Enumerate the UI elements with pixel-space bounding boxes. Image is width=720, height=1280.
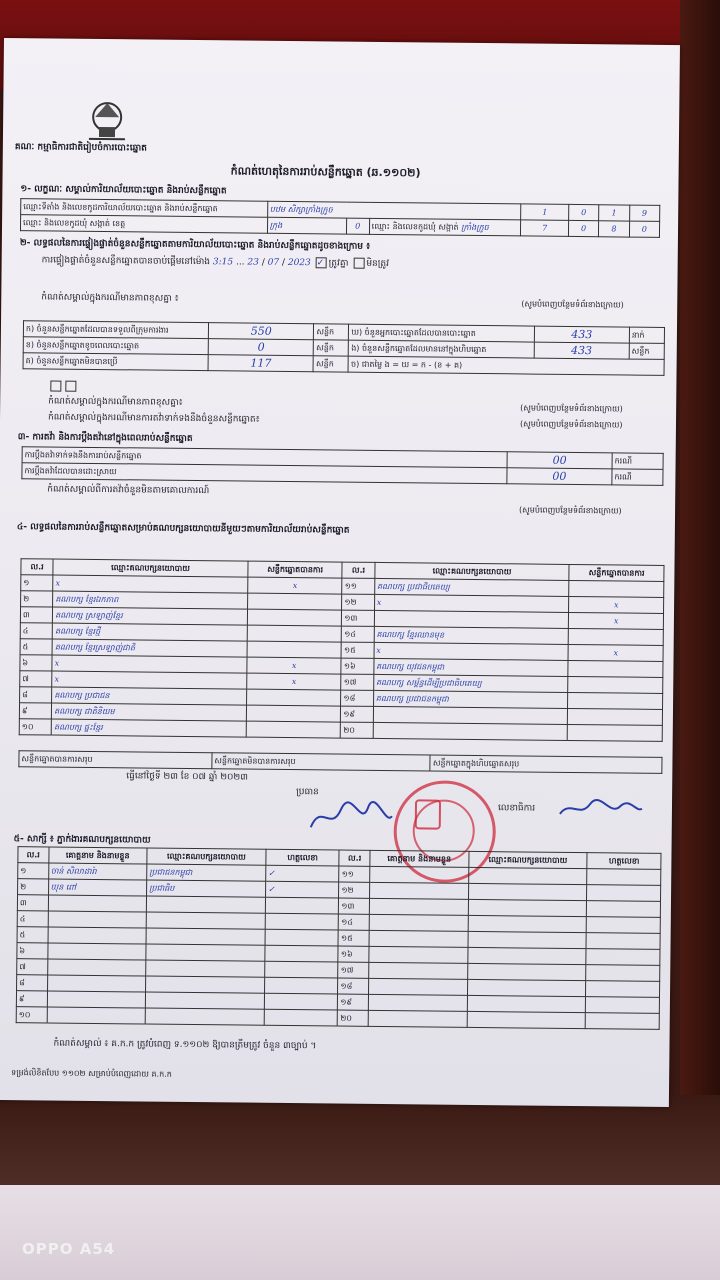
witness-party: [146, 928, 265, 945]
row-number: ៨: [20, 687, 52, 703]
mismatch-checkbox[interactable]: [353, 258, 364, 269]
party-name: គណបក្ស ខ្មែរស្រឡាញ់ជាតិ: [52, 639, 247, 657]
secretary-signature: [556, 796, 646, 823]
witness-name: [369, 946, 468, 963]
valid-votes: [568, 660, 663, 677]
results-table: ល.រ ឈ្មោះគណបក្សនយោបាយ សន្លឹកឆ្នោតបានការ ល.រ ឈ្មោះគណបក្សនយោបាយ សន្លឹកឆ្នោតបានការ ១ x x ១១ គណបក្ស ប្រជាធិបតេយ្យ ២ គណបក្ស ខ្មែរឯកភាព ១២ x x ៣ គណបក្ស ស្រឡាញ់ខ្មែរ ១៣ x ៤ គណបក្ស ខ្មែរថ្មី ១៤ គណបក្ស ខ្មែរឈានមុខ ៥ គណបក្ស ខ្មែរស្រឡាញ់ជាតិ ១៥ x x ៦ x x ១៦ គណបក្ស យុវជនកម្ពុជា ៧ x x ១៧ គណបក្ស សម្ព័ន្ធដើម្បីប្រជាធិបតេយ្យ ៨ គណបក្ស ប្រជាជន ១៨ គណបក្ស ប្រជាជនកម្ពុជា ៩ គណបក្ស ជាតិនិយម ១៩ ១០ គណបក្ស ផ្ទះខ្មែរ ២០: [19, 558, 665, 742]
row-number: ៦: [17, 943, 48, 959]
witness-party: [146, 944, 265, 961]
valid-votes: [569, 580, 664, 597]
section2-title: ២- លទ្ធផលនៃការផ្ទៀងផ្ទាត់ចំនួនសន្លឹកឆ្នោតតាមការិយាល័យបោះឆ្នោត និងរាប់សន្លឹកឆ្នោតដូចខាងក្រោម ៖: [19, 238, 371, 252]
witness-signature: [265, 929, 339, 946]
witness-signature: [587, 869, 661, 886]
party-name: គណបក្ស ខ្មែរឯកភាព: [53, 591, 248, 609]
count-table: [23, 320, 665, 376]
witness-signature: [264, 1009, 338, 1026]
witness-party: [468, 931, 587, 948]
location-label: ឈ្មោះទីតាំង និងលេខកូដការិយាល័យបោះឆ្នោត និងរាប់សន្លឹកឆ្នោត: [21, 199, 268, 218]
note-1: កំណត់សម្គាល់ក្នុងករណីមានភាពខុសគ្នា៖: [48, 396, 183, 408]
witness-signature: [265, 961, 339, 978]
valid-votes: [247, 625, 342, 642]
witness-signature: [264, 993, 338, 1010]
row-number: ១៨: [338, 978, 369, 994]
witness-party: [145, 1008, 264, 1025]
party-name: គណបក្ស ប្រជាធិបតេយ្យ: [374, 578, 569, 596]
row-number: ១៥: [338, 930, 369, 946]
row-number: ៧: [20, 671, 52, 687]
party-name: គណបក្ស ខ្មែរថ្មី: [52, 623, 247, 641]
valid-votes: [568, 724, 663, 741]
camera-watermark: OPPO A54: [22, 1240, 116, 1258]
row-number: ២០: [341, 722, 373, 738]
row-number: ១៥: [341, 642, 373, 658]
party-name: គណបក្ស ស្រឡាញ់ខ្មែរ: [53, 607, 248, 625]
witness-name: [47, 1007, 146, 1024]
witness-signature: [586, 933, 660, 950]
authority-name: គណៈ កម្មាធិការជាតិរៀបចំការបោះឆ្នោត: [14, 142, 147, 154]
complaints-count: 00: [507, 452, 612, 469]
section5-title: ៥- សាក្សី ៖ ភ្នាក់ងារគណបក្សនយោបាយ: [13, 834, 151, 846]
row-number: ២០: [338, 1010, 369, 1026]
witness-table: ល.រ គោត្តនាម និងនាមខ្លួន ឈ្មោះគណបក្សនយោបាយ ហត្ថលេខា ល.រ គោត្តនាម និងនាមខ្លួន ឈ្មោះគណបក្សនយោបាយ ហត្ថលេខា ១ ចាន់ សិលាដារ៉ា ប្រជាជនកម្ពុជា ✓ ១១ ២ ឃុន ពៅ ប្រជាធិប ✓ ១២ ៣ ១៣ ៤ ១៤ ៥ ១៥ ៦ ១៦ ៧ ១៧ ៨ ១៨ ៩ ១៩ ១០ ២០: [16, 846, 662, 1030]
valid-votes: x: [569, 596, 664, 613]
witness-party: ប្រជាធិប: [147, 880, 266, 897]
party-name: [373, 722, 568, 740]
count-row-a: ក) ចំនួនសន្លឹកឆ្នោតដែលបានទទួលពីក្រុមការងារ 550 សន្លឹក ឃ) ចំនួនអ្នកបោះឆ្នោតដែលបានបោះឆ្នោត 433 នាក់: [23, 321, 664, 344]
witness-party: ប្រជាជនកម្ពុជា: [147, 864, 266, 881]
witness-signature: [586, 997, 660, 1014]
row-number: ១៨: [341, 690, 373, 706]
witness-party: [467, 979, 586, 996]
row-number: ៩: [16, 991, 47, 1007]
row-number: ១: [21, 575, 53, 591]
valid-votes: [246, 721, 341, 738]
witness-signature: [265, 913, 339, 930]
row-number: ១៣: [342, 610, 374, 626]
witness-name: [48, 927, 147, 944]
note-2: កំណត់សម្គាល់ក្នុងករណីមានការតវ៉ាទាក់ទងនឹងចំនួនសន្លឹកឆ្នោត៖: [47, 412, 260, 425]
section5-note: កំណត់សម្គាល់ ៖ គ.ក.ក ត្រូវបំពេញ ទ.១១០២ ឱ្យបានត្រឹមត្រូវ ចំនួន ៣ច្បាប់ ។: [53, 1038, 317, 1052]
witness-name: [370, 882, 469, 899]
emblem-icon: [85, 97, 129, 143]
document-sheet: [0, 38, 680, 1107]
valid-votes: x: [248, 577, 343, 594]
location-value: បឋម សិក្សាក្រាំងក្រូច: [267, 201, 521, 220]
section4-title: ៤- លទ្ធផលនៃការរាប់សន្លឹកឆ្នោតសម្រាប់គណបក្សនយោបាយនីមួយៗតាមការិយាល័យរាប់សន្លឹកឆ្នោត: [16, 522, 350, 536]
commune-label: ឈ្មោះ និងលេខកូដឃុំ សង្កាត់: [371, 221, 459, 232]
resolved-count: 00: [507, 468, 612, 485]
checkbox-a[interactable]: [50, 381, 61, 392]
row-number: ១២: [339, 882, 370, 898]
row-number: ១៩: [341, 706, 373, 722]
president-label: ប្រធាន: [296, 787, 319, 798]
witness-name: [47, 991, 146, 1008]
row-number: ៧: [17, 959, 48, 975]
witness-name: [369, 962, 468, 979]
witness-party: [146, 912, 265, 929]
checkbox-b[interactable]: [65, 381, 76, 392]
count-row-c: គ) ចំនួនសន្លឹកឆ្នោតមិនបានប្រើ 117 សន្លឹក ច) ជាតម្លៃ ង = ឃ = ក - (ខ + គ): [23, 353, 664, 376]
row-number: ១០: [16, 1007, 47, 1023]
witness-name: [47, 943, 146, 960]
mismatch-line: [48, 380, 648, 397]
valid-votes: [568, 708, 663, 725]
row-number: ៣: [17, 895, 48, 911]
witness-name: [47, 975, 146, 992]
valid-votes: [569, 628, 664, 645]
party-name: គណបក្ស ប្រជាជន: [52, 687, 247, 705]
row-number: ១២: [342, 594, 374, 610]
witness-party: [468, 883, 587, 900]
party-name: គណបក្ស ខ្មែរឈានមុខ: [374, 626, 569, 644]
totals-row: សន្លឹកឆ្នោតបានការសរុប សន្លឹកឆ្នោតមិនបានការសរុប សន្លឹកឆ្នោតក្នុងហិបឆ្នោតសរុប: [18, 750, 662, 774]
row-number: ៤: [20, 623, 52, 639]
row-number: ៨: [17, 975, 48, 991]
fill-back-note-3: (សូមបំពេញបន្ថែមទំព័រខាងក្រោយ): [519, 419, 623, 430]
witness-signature: [265, 945, 339, 962]
witness-party: [468, 867, 587, 884]
row-number: ១១: [342, 578, 374, 594]
time-value: 3:15: [212, 257, 234, 268]
witness-name: [370, 866, 469, 883]
second-paper-edge: [0, 1185, 720, 1280]
fill-back-note-2: (សូមបំពេញបន្ថែមទំព័រខាងក្រោយ): [520, 403, 623, 414]
complaints-table: ការប្តឹងតវ៉ាទាក់ទងនឹងការរាប់សន្លឹកឆ្នោត 00 ករណី ការប្តឹងតវ៉ាដែលបានដោះស្រាយ 00 ករណី: [21, 446, 663, 486]
witness-name: [369, 898, 468, 915]
witness-name: [48, 895, 147, 912]
valid-votes: [568, 692, 663, 709]
section1-table: ឈ្មោះទីតាំង និងលេខកូដការិយាល័យបោះឆ្នោត និងរាប់សន្លឹកឆ្នោត បឋម សិក្សាក្រាំងក្រូច 1 0 1 9 ឈ្មោះ និងលេខកូដឃុំ សង្កាត់ ខេត្ត ក្រុង 0 ឈ្មោះ និងលេខកូដឃុំ សង្កាត់ ក្រាំងក្រូច 7 0 8 0: [20, 198, 660, 238]
row-number: ១៦: [338, 946, 369, 962]
party-name: គណបក្ស ប្រជាជនកម្ពុជា: [373, 690, 568, 708]
count-row-b: ខ) ចំនួនសន្លឹកឆ្នោតខូចពេលបោះឆ្នោត 0 សន្លឹក ង) ចំនួនសន្លឹកឆ្នោតដែលមាននៅក្នុងហិបឆ្នោត 433 សន្លឹក: [23, 337, 664, 360]
witness-party: [468, 915, 587, 932]
valid-votes: x: [247, 673, 342, 690]
section3-note: កំណត់សម្គាល់ពីការតវ៉ាចំនួនមិនតាមគោលការណ៍: [47, 484, 210, 497]
witness-signature: [586, 965, 660, 982]
valid-votes: x: [247, 657, 342, 674]
date-line: ធ្វើនៅថ្ងៃទី ២៣ ខែ ០៧ ឆ្នាំ ២០២៣: [126, 771, 248, 783]
row-number: ៦: [20, 655, 52, 671]
witness-party: [145, 992, 264, 1009]
row-number: ៥: [20, 639, 52, 655]
witness-name: [368, 1010, 467, 1027]
fill-back-note-1: (សូមបំពេញបន្ថែមទំព័រខាងក្រោយ): [521, 299, 624, 310]
background-right-edge: [680, 0, 720, 1100]
row-number: ១៦: [341, 658, 373, 674]
witness-signature: [265, 897, 339, 914]
witness-party: [146, 976, 265, 993]
row-number: ១០: [19, 719, 51, 735]
witness-name: [369, 930, 468, 947]
row-number: ១១: [339, 866, 370, 882]
valid-votes: x: [569, 612, 664, 629]
witness-party: [146, 896, 265, 913]
row-number: ២: [21, 591, 53, 607]
section3-title: ៣- ការតវ៉ា និងការប្តឹងតវ៉ានៅក្នុងពេលរាប់សន្លឹកឆ្នោត: [17, 432, 193, 444]
witness-signature: [264, 977, 338, 994]
witness-party: [467, 995, 586, 1012]
fill-back-note-4: (សូមបំពេញបន្ថែមទំព័រខាងក្រោយ): [519, 505, 622, 516]
witness-party: [468, 899, 587, 916]
witness-signature: ✓: [265, 881, 339, 898]
party-name: គណបក្ស យុវជនកម្ពុជា: [374, 658, 569, 676]
party-name: គណបក្ស ផ្ទះខ្មែរ: [51, 719, 246, 737]
row-number: ១៧: [341, 674, 373, 690]
witness-name: [369, 978, 468, 995]
district-label: ឈ្មោះ និងលេខកូដឃុំ សង្កាត់ ខេត្ត: [20, 215, 267, 234]
party-name: x: [374, 642, 569, 660]
witness-name: [48, 911, 147, 928]
row-number: ១៤: [342, 626, 374, 642]
row-number: ១៤: [339, 914, 370, 930]
commune-value: ក្រាំងក្រូច: [461, 222, 489, 232]
party-name: x: [374, 594, 569, 612]
witness-signature: [587, 901, 661, 918]
witness-signature: ✓: [266, 865, 340, 882]
party-name: គណបក្ស ជាតិនិយម: [52, 703, 247, 721]
witness-signature: [587, 917, 661, 934]
row-number: ១: [18, 863, 49, 879]
party-name: x: [52, 655, 247, 673]
party-name: x: [53, 575, 248, 593]
row-number: ៥: [17, 927, 48, 943]
row-number: ៩: [19, 703, 51, 719]
witness-party: [467, 963, 586, 980]
party-name: x: [52, 671, 247, 689]
valid-votes: [247, 609, 342, 626]
form-title: កំណត់ហេតុនៃការរាប់សន្លឹកឆ្នោត (ឆ.១១០២): [230, 164, 421, 180]
witness-name: [369, 914, 468, 931]
time-line: ការផ្ទៀងផ្ទាត់ចំនួនសន្លឹកឆ្នោតបានចាប់ផ្តើមនៅម៉ោង 3:15 ... 23 / 07 / 2023 ✓ ត្រូវគ្នា មិនត្រូវ: [41, 255, 390, 270]
row-number: ២: [18, 879, 49, 895]
row-number: ១៣: [339, 898, 370, 914]
row-number: ៤: [17, 911, 48, 927]
form-footer: ទម្រង់លិខិតបែប ១១០២ សម្រាប់បំពេញដោយ គ.ក.ក: [11, 1068, 172, 1079]
row-number: ៣: [20, 607, 52, 623]
row-number: ១៩: [338, 994, 369, 1010]
valid-votes: [247, 641, 342, 658]
president-signature: [306, 797, 396, 838]
witness-name: [47, 959, 146, 976]
witness-party: [467, 947, 586, 964]
party-name: គណបក្ស សម្ព័ន្ធដើម្បីប្រជាធិបតេយ្យ: [373, 674, 568, 692]
district-value: ក្រុង: [267, 217, 346, 234]
section1-title: ១- លក្ខណៈ សម្គាល់ការិយាល័យបោះឆ្នោត និងរាប់សន្លឹកឆ្នោត: [20, 184, 227, 197]
valid-votes: [568, 676, 663, 693]
secretary-label: លេខាធិការ: [497, 803, 536, 814]
witness-signature: [586, 949, 660, 966]
witness-signature: [586, 1013, 660, 1030]
witness-signature: [586, 981, 660, 998]
witness-name: ឃុន ពៅ: [48, 879, 147, 896]
witness-name: [368, 994, 467, 1011]
witness-name: ចាន់ សិលាដារ៉ា: [48, 863, 147, 880]
valid-votes: [246, 689, 341, 706]
witness-party: [467, 1011, 586, 1028]
valid-votes: [247, 593, 342, 610]
row-number: ១៧: [338, 962, 369, 978]
witness-signature: [587, 885, 661, 902]
summary-note: កំណត់សម្គាល់ក្នុងករណីមានភាពខុសគ្នា ៖: [41, 292, 179, 304]
valid-votes: [246, 705, 341, 722]
match-checkbox[interactable]: ✓: [316, 257, 327, 268]
valid-votes: x: [568, 644, 663, 661]
witness-party: [146, 960, 265, 977]
